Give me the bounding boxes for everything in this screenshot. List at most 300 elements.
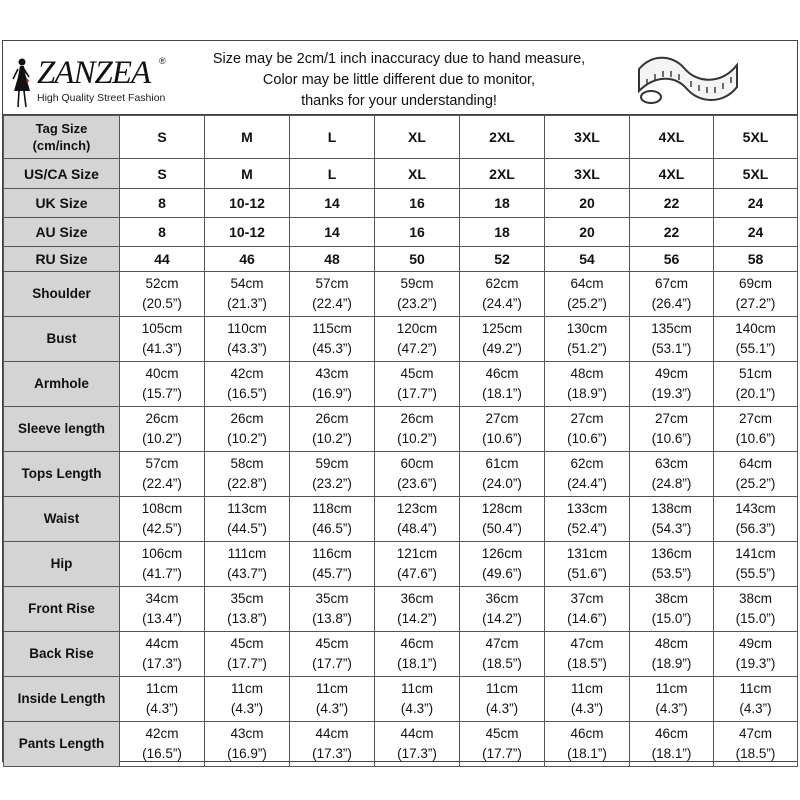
inch-value: (17.3”) — [397, 746, 437, 761]
measurement-cell — [205, 362, 290, 407]
measurement-cell — [375, 272, 460, 317]
registered-mark: ® — [159, 56, 166, 66]
cm-value: 44cm — [145, 636, 179, 651]
inch-value: (16.5”) — [142, 746, 182, 761]
measurement-row — [4, 497, 798, 542]
inch-value: (53.5”) — [651, 566, 692, 581]
inch-value: (18.1”) — [567, 746, 607, 761]
cm-value: 62cm — [485, 276, 519, 291]
measurement-cell — [120, 722, 205, 767]
size-value-cell: 16 — [375, 218, 460, 247]
inch-value: (48.4”) — [397, 521, 437, 536]
row-label: Sleeve length — [4, 407, 120, 452]
inch-value: (17.3”) — [142, 656, 182, 671]
measurement-cell — [290, 587, 375, 632]
measurement-cell — [205, 587, 290, 632]
cm-value: 138cm — [651, 501, 692, 516]
inch-value: (17.7”) — [482, 746, 522, 761]
measurement-cell — [630, 317, 714, 362]
cm-value: 110cm — [227, 321, 267, 336]
measurement-cell — [630, 407, 714, 452]
cm-value: 46cm — [654, 726, 688, 741]
row-label: AU Size — [4, 218, 120, 247]
cm-value: 36cm — [485, 591, 519, 606]
size-value-cell: 24 — [714, 218, 798, 247]
inch-value: (16.9”) — [227, 746, 267, 761]
cm-value: 47cm — [485, 636, 519, 651]
cm-value: 143cm — [735, 501, 776, 516]
inch-value: (18.5”) — [567, 656, 607, 671]
cm-value: 51cm — [738, 366, 772, 381]
chart-header — [3, 41, 797, 115]
measurement-cell — [545, 497, 630, 542]
inch-value: (14.2”) — [397, 611, 437, 626]
size-value-cell: 22 — [630, 218, 714, 247]
cm-value: 38cm — [654, 591, 688, 606]
measurement-cell — [630, 677, 714, 722]
measurement-cell — [460, 407, 545, 452]
measurement-cell — [290, 317, 375, 362]
measurement-row — [4, 407, 798, 452]
size-value-cell: 5XL — [714, 159, 798, 189]
size-value-cell: 56 — [630, 247, 714, 272]
measurement-cell — [375, 362, 460, 407]
row-label: Bust — [4, 317, 120, 362]
measurement-cell — [205, 317, 290, 362]
measurement-cell — [120, 317, 205, 362]
inch-value: (24.0”) — [482, 476, 522, 491]
inch-value: (16.9”) — [312, 386, 352, 401]
inch-value: (15.0”) — [735, 611, 776, 626]
cm-value: 133cm — [566, 501, 608, 516]
row-label: Waist — [4, 497, 120, 542]
inch-value: (23.2”) — [397, 296, 437, 311]
inch-value: (22.4”) — [312, 296, 352, 311]
cm-value: 123cm — [396, 501, 438, 516]
size-header-cell: M — [205, 116, 290, 159]
measurement-cell — [714, 722, 798, 767]
measurement-cell — [630, 722, 714, 767]
inch-value: (17.7”) — [397, 386, 437, 401]
size-value-cell: 18 — [460, 218, 545, 247]
measurement-cell — [205, 272, 290, 317]
inch-value: (52.4”) — [567, 521, 607, 536]
cm-value: 116cm — [312, 546, 352, 561]
cm-value: 120cm — [396, 321, 438, 336]
inch-value: (4.3”) — [655, 701, 688, 716]
inch-value: (55.5”) — [735, 566, 776, 581]
measurement-row — [4, 632, 798, 677]
cm-value: 45cm — [485, 726, 519, 741]
cm-value: 141cm — [735, 546, 776, 561]
inch-value: (4.3”) — [315, 701, 349, 716]
inch-value: (4.3”) — [145, 701, 179, 716]
measurement-row — [4, 272, 798, 317]
size-value-cell: 52 — [460, 247, 545, 272]
cm-value: 59cm — [400, 276, 434, 291]
cm-value: 42cm — [145, 726, 179, 741]
size-value-cell: 22 — [630, 189, 714, 218]
size-value-cell: 14 — [290, 218, 375, 247]
cm-value: 115cm — [312, 321, 352, 336]
measurement-cell — [630, 452, 714, 497]
measurement-row — [4, 587, 798, 632]
cm-value: 62cm — [570, 456, 604, 471]
measurement-cell — [205, 632, 290, 677]
cm-value: 38cm — [738, 591, 772, 606]
inch-value: (13.8”) — [227, 611, 267, 626]
cm-value: 130cm — [566, 321, 608, 336]
inch-value: (49.2”) — [482, 341, 522, 356]
measurement-cell — [120, 362, 205, 407]
measurement-cell — [714, 542, 798, 587]
inch-value: (10.6”) — [651, 431, 692, 446]
inch-value: (27.2”) — [735, 296, 776, 311]
inch-value: (18.9”) — [651, 656, 692, 671]
inch-value: (10.2”) — [142, 431, 182, 446]
cm-value: 11cm — [655, 681, 688, 696]
row-label: Front Rise — [4, 587, 120, 632]
inch-value: (18.1”) — [482, 386, 522, 401]
measurement-cell — [460, 362, 545, 407]
cm-value: 140cm — [735, 321, 776, 336]
inch-value: (25.2”) — [735, 476, 776, 491]
measurement-cell — [120, 677, 205, 722]
inch-value: (45.3”) — [312, 341, 352, 356]
measurement-row — [4, 722, 798, 767]
inch-value: (18.9”) — [567, 386, 607, 401]
size-conversion-row — [4, 247, 798, 272]
cm-value: 64cm — [738, 456, 772, 471]
brand-logo — [9, 51, 169, 107]
cm-value: 47cm — [738, 726, 772, 741]
cm-value: 11cm — [570, 681, 603, 696]
measurement-cell — [630, 272, 714, 317]
cm-value: 48cm — [654, 636, 688, 651]
measurement-cell — [545, 362, 630, 407]
row-label — [4, 116, 120, 159]
size-value-cell: 2XL — [460, 159, 545, 189]
measurement-cell — [375, 632, 460, 677]
cm-value: 44cm — [315, 726, 349, 741]
inch-value: (43.7”) — [227, 566, 267, 581]
size-value-cell: M — [205, 159, 290, 189]
cm-value: 126cm — [481, 546, 523, 561]
cm-value: 108cm — [141, 501, 183, 516]
cm-value: 58cm — [230, 456, 264, 471]
inch-value: (10.6”) — [482, 431, 522, 446]
cm-value: 35cm — [315, 591, 349, 606]
measurement-cell — [714, 362, 798, 407]
measurement-cell — [630, 632, 714, 677]
measurement-row — [4, 362, 798, 407]
inch-value: (51.2”) — [567, 341, 607, 356]
measurement-cell — [714, 272, 798, 317]
cm-value: 47cm — [570, 636, 604, 651]
row-label: UK Size — [4, 189, 120, 218]
inch-value: (10.2”) — [312, 431, 352, 446]
cm-value: 125cm — [481, 321, 523, 336]
inch-value: (21.3”) — [227, 296, 267, 311]
measuring-tape-icon — [633, 47, 743, 111]
inch-value: (50.4”) — [482, 521, 522, 536]
row-label: Tops Length — [4, 452, 120, 497]
cm-value: 27cm — [485, 411, 519, 426]
inch-value: (56.3”) — [735, 521, 776, 536]
measurement-cell — [545, 587, 630, 632]
fashion-figure-icon — [9, 57, 33, 109]
tag-size-unit: (cm/inch) — [32, 138, 91, 153]
inch-value: (10.6”) — [567, 431, 607, 446]
measurement-cell — [545, 542, 630, 587]
measurement-cell — [714, 632, 798, 677]
cm-value: 11cm — [145, 681, 178, 696]
size-value-cell: 20 — [545, 189, 630, 218]
cm-value: 11cm — [400, 681, 433, 696]
inch-value: (20.1”) — [735, 386, 776, 401]
measurement-cell — [630, 362, 714, 407]
cm-value: 37cm — [570, 591, 604, 606]
measurement-notice — [199, 49, 599, 112]
inch-value: (16.5”) — [227, 386, 267, 401]
cm-value: 118cm — [312, 501, 352, 516]
inch-value: (4.3”) — [485, 701, 519, 716]
inch-value: (18.1”) — [651, 746, 692, 761]
measurement-cell — [714, 317, 798, 362]
size-conversion-row — [4, 218, 798, 247]
inch-value: (54.3”) — [651, 521, 692, 536]
measurement-cell — [120, 542, 205, 587]
cm-value: 57cm — [145, 456, 179, 471]
cm-value: 46cm — [485, 366, 519, 381]
measurement-cell — [460, 272, 545, 317]
inch-value: (17.7”) — [312, 656, 352, 671]
row-label: Back Rise — [4, 632, 120, 677]
size-value-cell: 3XL — [545, 159, 630, 189]
measurement-cell — [630, 497, 714, 542]
cm-value: 46cm — [400, 636, 434, 651]
cm-value: 64cm — [570, 276, 604, 291]
cm-value: 54cm — [230, 276, 264, 291]
measurement-cell — [460, 542, 545, 587]
size-header-cell: S — [120, 116, 205, 159]
inch-value: (10.2”) — [397, 431, 437, 446]
cm-value: 44cm — [400, 726, 434, 741]
cm-value: 131cm — [566, 546, 608, 561]
inch-value: (4.3”) — [400, 701, 434, 716]
size-value-cell: 18 — [460, 189, 545, 218]
size-value-cell: 4XL — [630, 159, 714, 189]
measurement-cell — [205, 497, 290, 542]
measurement-row — [4, 317, 798, 362]
inch-value: (43.3”) — [227, 341, 267, 356]
cm-value: 69cm — [738, 276, 772, 291]
cm-value: 26cm — [315, 411, 349, 426]
measurement-cell — [120, 632, 205, 677]
cm-value: 40cm — [145, 366, 179, 381]
measurement-cell — [714, 452, 798, 497]
row-label: Armhole — [4, 362, 120, 407]
inch-value: (47.6”) — [397, 566, 437, 581]
cm-value: 52cm — [145, 276, 179, 291]
row-label: Inside Length — [4, 677, 120, 722]
size-header-cell: 3XL — [545, 116, 630, 159]
size-value-cell: 58 — [714, 247, 798, 272]
measurement-cell — [545, 317, 630, 362]
measurement-cell — [375, 497, 460, 542]
measurement-cell — [545, 677, 630, 722]
inch-value: (4.3”) — [739, 701, 772, 716]
inch-value: (25.2”) — [567, 296, 607, 311]
cm-value: 27cm — [654, 411, 688, 426]
cm-value: 111cm — [227, 546, 267, 561]
size-value-cell: 24 — [714, 189, 798, 218]
measurement-cell — [545, 407, 630, 452]
inch-value: (14.2”) — [482, 611, 522, 626]
inch-value: (22.8”) — [227, 476, 267, 491]
brand-name: ZANZEA — [37, 55, 151, 91]
cm-value: 42cm — [230, 366, 264, 381]
cm-value: 128cm — [481, 501, 523, 516]
measurement-cell — [714, 497, 798, 542]
measurement-cell — [460, 677, 545, 722]
cm-value: 26cm — [400, 411, 434, 426]
measurement-cell — [290, 452, 375, 497]
measurement-cell — [460, 317, 545, 362]
inch-value: (24.8”) — [651, 476, 692, 491]
size-value-cell: 46 — [205, 247, 290, 272]
inch-value: (23.6”) — [397, 476, 437, 491]
inch-value: (41.3”) — [142, 341, 182, 356]
size-value-cell: 14 — [290, 189, 375, 218]
measurement-cell — [375, 317, 460, 362]
size-conversion-row — [4, 189, 798, 218]
size-chart — [2, 40, 798, 762]
cm-value: 34cm — [145, 591, 179, 606]
inch-value: (15.7”) — [142, 386, 182, 401]
inch-value: (51.6”) — [567, 566, 607, 581]
measurement-cell — [120, 587, 205, 632]
inch-value: (19.3”) — [651, 386, 692, 401]
cm-value: 45cm — [315, 636, 349, 651]
measurement-cell — [290, 542, 375, 587]
measurement-cell — [205, 677, 290, 722]
size-value-cell: 48 — [290, 247, 375, 272]
cm-value: 49cm — [654, 366, 688, 381]
inch-value: (13.8”) — [312, 611, 352, 626]
measurement-cell — [290, 272, 375, 317]
tag-size-row — [4, 116, 798, 159]
measurement-cell — [290, 407, 375, 452]
inch-value: (19.3”) — [735, 656, 776, 671]
inch-value: (18.5”) — [482, 656, 522, 671]
inch-value: (17.3”) — [312, 746, 352, 761]
inch-value: (44.5”) — [227, 521, 267, 536]
size-header-cell: XL — [375, 116, 460, 159]
cm-value: 67cm — [654, 276, 688, 291]
size-value-cell: XL — [375, 159, 460, 189]
inch-value: (20.5”) — [142, 296, 182, 311]
inch-value: (10.6”) — [735, 431, 776, 446]
measurement-cell — [375, 677, 460, 722]
cm-value: 26cm — [230, 411, 264, 426]
cm-value: 11cm — [485, 681, 518, 696]
cm-value: 59cm — [315, 456, 349, 471]
brand-tagline: High Quality Street Fashion — [37, 92, 166, 104]
notice-line: Size may be 2cm/1 inch inaccuracy due to hand measure, — [212, 51, 586, 67]
cm-value: 63cm — [654, 456, 688, 471]
measurement-cell — [375, 587, 460, 632]
measurement-cell — [545, 452, 630, 497]
measurement-cell — [714, 587, 798, 632]
cm-value: 113cm — [227, 501, 267, 516]
inch-value: (4.3”) — [230, 701, 264, 716]
measurement-cell — [545, 722, 630, 767]
cm-value: 43cm — [315, 366, 349, 381]
size-value-cell: 10-12 — [205, 218, 290, 247]
cm-value: 135cm — [651, 321, 692, 336]
cm-value: 106cm — [141, 546, 183, 561]
inch-value: (55.1”) — [735, 341, 776, 356]
measurement-cell — [630, 587, 714, 632]
inch-value: (53.1”) — [651, 341, 692, 356]
cm-value: 35cm — [230, 591, 264, 606]
measurement-cell — [375, 407, 460, 452]
inch-value: (24.4”) — [567, 476, 607, 491]
inch-value: (49.6”) — [482, 566, 522, 581]
row-label: RU Size — [4, 247, 120, 272]
cm-value: 11cm — [739, 681, 772, 696]
measurement-cell — [460, 497, 545, 542]
cm-value: 105cm — [141, 321, 183, 336]
inch-value: (15.0”) — [651, 611, 692, 626]
cm-value: 61cm — [485, 456, 519, 471]
size-table — [3, 115, 798, 767]
cm-value: 46cm — [570, 726, 604, 741]
cm-value: 136cm — [651, 546, 692, 561]
inch-value: (10.2”) — [227, 431, 267, 446]
inch-value: (45.7”) — [312, 566, 352, 581]
measurement-cell — [290, 632, 375, 677]
tag-size-label: Tag Size — [35, 121, 88, 136]
cm-value: 11cm — [230, 681, 263, 696]
notice-line: thanks for your understanding! — [301, 93, 497, 109]
cm-value: 49cm — [738, 636, 772, 651]
measurement-row — [4, 542, 798, 587]
measurement-cell — [460, 452, 545, 497]
measurement-cell — [375, 722, 460, 767]
size-header-cell: 4XL — [630, 116, 714, 159]
measurement-cell — [460, 587, 545, 632]
cm-value: 43cm — [230, 726, 264, 741]
measurement-row — [4, 677, 798, 722]
size-value-cell: 20 — [545, 218, 630, 247]
measurement-cell — [460, 632, 545, 677]
measurement-cell — [290, 497, 375, 542]
inch-value: (47.2”) — [397, 341, 437, 356]
size-value-cell: 54 — [545, 247, 630, 272]
size-value-cell: S — [120, 159, 205, 189]
size-value-cell: L — [290, 159, 375, 189]
size-value-cell: 44 — [120, 247, 205, 272]
measurement-cell — [545, 272, 630, 317]
measurement-cell — [120, 497, 205, 542]
cm-value: 121cm — [396, 546, 438, 561]
inch-value: (24.4”) — [482, 296, 522, 311]
cm-value: 27cm — [570, 411, 604, 426]
size-header-cell: 5XL — [714, 116, 798, 159]
size-header-cell: L — [290, 116, 375, 159]
